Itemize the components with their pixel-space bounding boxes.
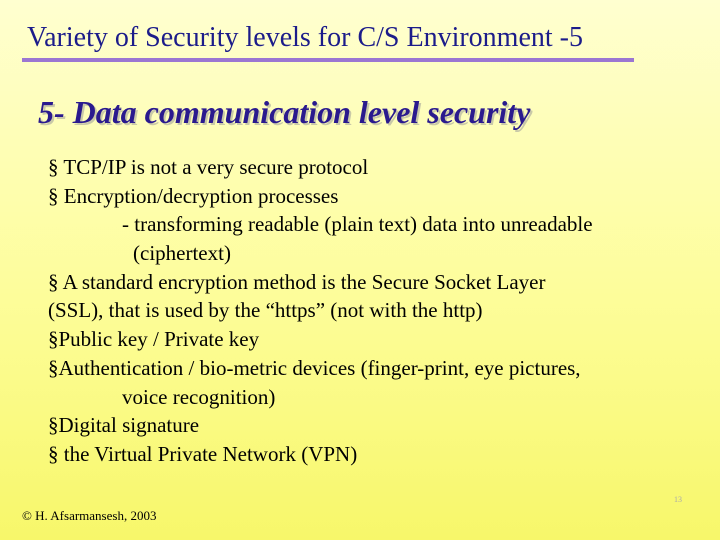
bullet-line: §Authentication / bio-metric devices (finger-print, eye pictures, — [48, 355, 581, 380]
bullet-line: §Digital signature — [48, 413, 200, 438]
slide-subtitle: 5- Data communication level security — [38, 94, 531, 130]
bullet-line: § the Virtual Private Network (VPN) — [48, 441, 358, 466]
bullet-line: §Public key / Private key — [48, 327, 260, 352]
bullet-line: § TCP/IP is not a very secure protocol — [48, 155, 369, 179]
sub-line: - transforming readable (plain text) data into unreadable — [122, 212, 593, 237]
title-underline — [22, 58, 634, 62]
slide-title: Variety of Security levels for C/S Environment -5 — [27, 22, 583, 53]
sub-line: voice recognition) — [122, 384, 276, 409]
sub-line: (ciphertext) — [133, 241, 231, 266]
bullet-line: § Encryption/decryption processes — [48, 183, 339, 208]
page-number: 13 — [674, 495, 682, 504]
footer-copyright: © H. Afsarmansesh, 2003 — [22, 508, 157, 523]
slide-body — [48, 153, 688, 469]
bullet-line: (SSL), that is used by the “https” (not with the http) — [48, 298, 483, 323]
bullet-line: § A standard encryption method is the Secure Socket Layer — [48, 269, 546, 294]
